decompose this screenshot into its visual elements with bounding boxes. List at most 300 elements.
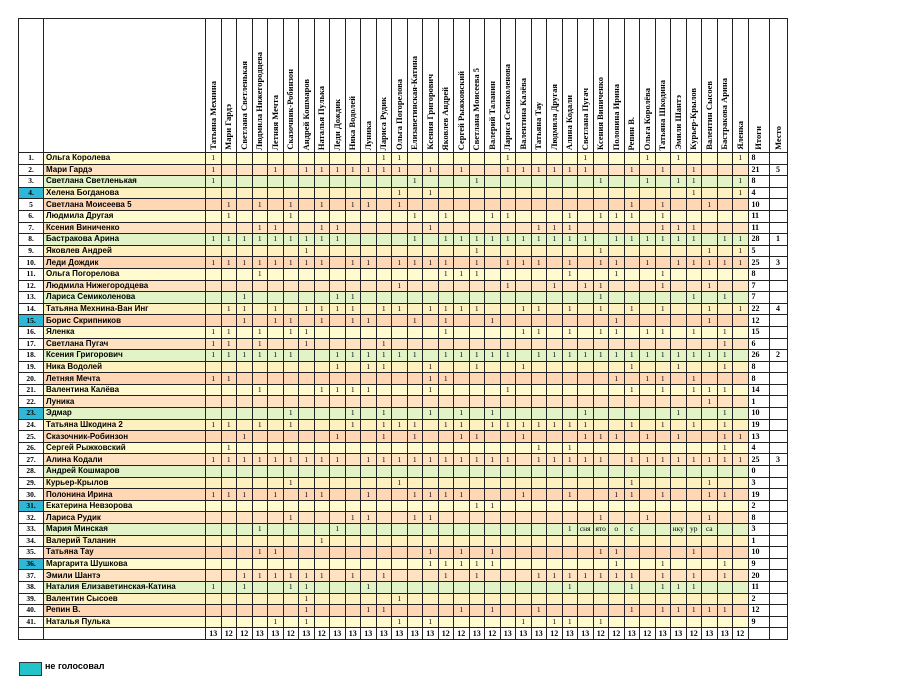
vote-cell: 1 xyxy=(454,547,470,559)
vote-cell xyxy=(283,268,299,280)
vote-cell xyxy=(717,153,733,165)
vote-cell: 1 xyxy=(361,454,377,466)
row-number: 5 xyxy=(19,199,44,211)
vote-cell xyxy=(283,489,299,501)
vote-cell xyxy=(407,524,423,536)
vote-cell: 1 xyxy=(376,408,392,420)
header-voter-7 xyxy=(314,19,330,153)
header-voter-21-label: Татьяна Тау xyxy=(533,102,544,150)
row-number: 32. xyxy=(19,512,44,524)
vote-cell xyxy=(702,558,718,570)
vote-cell xyxy=(392,442,408,454)
footer-vote-count: 13 xyxy=(516,628,532,640)
header-voter-6-label: Андрей Кошмаров xyxy=(300,78,311,150)
vote-cell: 1 xyxy=(314,454,330,466)
vote-cell: 1 xyxy=(268,547,284,559)
vote-cell xyxy=(671,500,687,512)
vote-cell xyxy=(671,373,687,385)
vote-cell xyxy=(438,547,454,559)
vote-cell: 1 xyxy=(423,164,439,176)
vote-cell: 1 xyxy=(702,350,718,362)
vote-cell xyxy=(454,581,470,593)
vote-cell xyxy=(578,210,594,222)
vote-cell xyxy=(733,199,749,211)
vote-cell xyxy=(717,187,733,199)
vote-cell xyxy=(438,431,454,443)
vote-cell: 1 xyxy=(283,419,299,431)
vote-cell: 1 xyxy=(547,280,563,292)
vote-cell: 1 xyxy=(345,164,361,176)
row-number: 26. xyxy=(19,442,44,454)
vote-cell xyxy=(531,431,547,443)
vote-cell: 1 xyxy=(485,547,501,559)
vote-cell xyxy=(640,164,656,176)
vote-cell xyxy=(516,570,532,582)
vote-cell: 1 xyxy=(640,326,656,338)
vote-cell: 1 xyxy=(206,164,222,176)
vote-cell xyxy=(733,292,749,304)
vote-cell xyxy=(299,512,315,524)
footer-empty xyxy=(19,628,44,640)
vote-cell xyxy=(655,187,671,199)
vote-cell: 1 xyxy=(609,315,625,327)
footer-vote-count: 13 xyxy=(345,628,361,640)
vote-cell: 1 xyxy=(252,338,268,350)
vote-cell xyxy=(469,466,485,478)
vote-cell: 1 xyxy=(717,326,733,338)
vote-cell: 1 xyxy=(485,210,501,222)
vote-cell xyxy=(330,245,346,257)
vote-cell xyxy=(733,489,749,501)
participant-name: Сергей Рыжковский xyxy=(44,442,206,454)
vote-cell: 1 xyxy=(686,570,702,582)
vote-cell xyxy=(283,558,299,570)
vote-cell: 1 xyxy=(640,234,656,246)
vote-cell xyxy=(268,466,284,478)
vote-cell xyxy=(252,315,268,327)
vote-cell: нку xyxy=(671,524,687,536)
vote-cell xyxy=(717,164,733,176)
vote-cell xyxy=(655,245,671,257)
header-voter-15 xyxy=(438,19,454,153)
vote-cell xyxy=(500,558,516,570)
vote-cell xyxy=(516,396,532,408)
vote-cell xyxy=(547,512,563,524)
vote-cell xyxy=(299,466,315,478)
vote-cell xyxy=(345,558,361,570)
vote-cell xyxy=(469,524,485,536)
vote-cell xyxy=(376,396,392,408)
vote-cell xyxy=(516,535,532,547)
vote-cell xyxy=(562,512,578,524)
vote-cell xyxy=(237,280,253,292)
vote-cell xyxy=(221,280,237,292)
row-place xyxy=(769,419,787,431)
participant-name: Екатерина Невзорова xyxy=(44,500,206,512)
table-row xyxy=(19,524,788,536)
vote-cell: 1 xyxy=(392,616,408,628)
vote-cell xyxy=(361,616,377,628)
vote-cell: 1 xyxy=(562,303,578,315)
participant-name: Светлана Пугач xyxy=(44,338,206,350)
vote-cell xyxy=(485,326,501,338)
vote-cell xyxy=(485,222,501,234)
vote-cell xyxy=(578,338,594,350)
vote-cell xyxy=(562,558,578,570)
footer-vote-count: 13 xyxy=(469,628,485,640)
vote-cell: 1 xyxy=(438,419,454,431)
vote-cell xyxy=(609,605,625,617)
vote-cell xyxy=(237,268,253,280)
vote-cell: 1 xyxy=(392,419,408,431)
vote-cell xyxy=(237,199,253,211)
vote-cell xyxy=(655,535,671,547)
vote-cell xyxy=(733,535,749,547)
vote-cell xyxy=(423,500,439,512)
vote-cell xyxy=(283,500,299,512)
vote-cell: 1 xyxy=(438,326,454,338)
footer-vote-count: 12 xyxy=(237,628,253,640)
vote-cell xyxy=(252,187,268,199)
row-place xyxy=(769,315,787,327)
vote-cell: 1 xyxy=(671,454,687,466)
vote-cell: 1 xyxy=(686,176,702,188)
vote-cell xyxy=(686,210,702,222)
vote-cell: 1 xyxy=(593,257,609,269)
vote-cell xyxy=(469,442,485,454)
vote-cell xyxy=(469,616,485,628)
vote-cell: 1 xyxy=(562,326,578,338)
vote-cell xyxy=(624,396,640,408)
vote-cell xyxy=(361,268,377,280)
vote-cell xyxy=(733,616,749,628)
vote-cell xyxy=(485,477,501,489)
vote-cell: 1 xyxy=(531,454,547,466)
row-number: 39. xyxy=(19,593,44,605)
vote-cell xyxy=(454,153,470,165)
vote-cell xyxy=(314,280,330,292)
vote-cell: 1 xyxy=(547,222,563,234)
vote-cell xyxy=(330,187,346,199)
vote-cell: 1 xyxy=(361,361,377,373)
vote-cell xyxy=(299,176,315,188)
header-voter-32-label: Валентин Сысоев xyxy=(703,81,714,150)
vote-cell xyxy=(314,616,330,628)
vote-cell xyxy=(593,338,609,350)
header-name-cell xyxy=(44,19,206,153)
header-voter-20-label: Валентина Калёва xyxy=(517,78,528,150)
vote-cell xyxy=(516,500,532,512)
vote-cell: 1 xyxy=(376,350,392,362)
vote-cell xyxy=(717,593,733,605)
row-number: 17. xyxy=(19,338,44,350)
vote-cell: 1 xyxy=(531,303,547,315)
vote-cell xyxy=(438,199,454,211)
vote-cell xyxy=(299,384,315,396)
vote-cell xyxy=(485,268,501,280)
row-total: 20 xyxy=(748,570,769,582)
vote-cell xyxy=(547,338,563,350)
vote-cell: 1 xyxy=(206,153,222,165)
legend-label: не голосовал xyxy=(45,661,105,671)
row-place xyxy=(769,466,787,478)
vote-cell: 1 xyxy=(500,257,516,269)
vote-cell: 1 xyxy=(624,350,640,362)
footer-vote-count: 13 xyxy=(578,628,594,640)
vote-cell xyxy=(547,581,563,593)
vote-cell: 1 xyxy=(733,187,749,199)
vote-cell xyxy=(516,373,532,385)
vote-cell xyxy=(562,547,578,559)
vote-cell xyxy=(221,268,237,280)
vote-cell: 1 xyxy=(562,210,578,222)
vote-cell xyxy=(531,558,547,570)
vote-cell xyxy=(206,210,222,222)
row-number: 35. xyxy=(19,547,44,559)
vote-cell xyxy=(593,199,609,211)
vote-cell xyxy=(578,558,594,570)
header-voter-25 xyxy=(593,19,609,153)
voting-table xyxy=(18,18,788,640)
vote-cell xyxy=(423,431,439,443)
vote-cell xyxy=(268,431,284,443)
vote-cell xyxy=(252,303,268,315)
vote-cell: 1 xyxy=(345,419,361,431)
vote-cell: 1 xyxy=(407,419,423,431)
vote-cell xyxy=(531,199,547,211)
participant-name: Ольга Королева xyxy=(44,153,206,165)
vote-cell xyxy=(609,442,625,454)
vote-cell xyxy=(578,581,594,593)
row-place xyxy=(769,187,787,199)
vote-cell xyxy=(237,326,253,338)
vote-cell xyxy=(438,512,454,524)
vote-cell xyxy=(407,164,423,176)
vote-cell xyxy=(671,315,687,327)
vote-cell: 1 xyxy=(376,570,392,582)
vote-cell: 1 xyxy=(671,361,687,373)
vote-cell xyxy=(299,268,315,280)
vote-cell: 1 xyxy=(640,431,656,443)
vote-cell: 1 xyxy=(733,257,749,269)
vote-cell: 1 xyxy=(686,547,702,559)
vote-cell xyxy=(361,280,377,292)
vote-cell xyxy=(392,292,408,304)
vote-cell xyxy=(330,616,346,628)
vote-cell: 1 xyxy=(500,419,516,431)
vote-cell xyxy=(717,512,733,524)
vote-cell xyxy=(237,616,253,628)
vote-cell xyxy=(376,593,392,605)
header-voter-16-label: Сергей Рыжковский xyxy=(455,70,466,150)
vote-cell xyxy=(717,547,733,559)
vote-cell: с xyxy=(624,524,640,536)
vote-cell xyxy=(361,535,377,547)
header-voter-23 xyxy=(562,19,578,153)
vote-cell xyxy=(640,535,656,547)
vote-cell: 1 xyxy=(469,558,485,570)
vote-cell: 1 xyxy=(717,431,733,443)
header-voter-12-label: Ольга Погорелова xyxy=(393,78,404,150)
footer-vote-count: 13 xyxy=(376,628,392,640)
vote-cell xyxy=(500,570,516,582)
vote-cell xyxy=(562,500,578,512)
vote-cell xyxy=(407,280,423,292)
header-place-label: Место xyxy=(772,126,783,150)
vote-cell: 1 xyxy=(252,524,268,536)
vote-cell xyxy=(655,500,671,512)
vote-cell xyxy=(345,593,361,605)
vote-cell: 1 xyxy=(438,257,454,269)
vote-cell: 1 xyxy=(702,396,718,408)
row-number: 25. xyxy=(19,431,44,443)
vote-cell: 1 xyxy=(717,454,733,466)
vote-cell xyxy=(547,199,563,211)
row-total: 12 xyxy=(748,315,769,327)
vote-cell: 1 xyxy=(283,234,299,246)
vote-cell xyxy=(500,373,516,385)
vote-cell xyxy=(330,280,346,292)
vote-cell: 1 xyxy=(438,558,454,570)
vote-cell xyxy=(221,581,237,593)
vote-cell xyxy=(733,558,749,570)
row-total: 4 xyxy=(748,442,769,454)
vote-cell xyxy=(640,280,656,292)
vote-cell xyxy=(516,280,532,292)
table-row xyxy=(19,164,788,176)
vote-cell xyxy=(314,605,330,617)
row-place xyxy=(769,442,787,454)
vote-cell xyxy=(268,605,284,617)
vote-cell: 1 xyxy=(655,384,671,396)
vote-cell xyxy=(376,234,392,246)
participant-name: Мари Гардэ xyxy=(44,164,206,176)
vote-cell xyxy=(206,315,222,327)
table-row xyxy=(19,234,788,246)
vote-cell xyxy=(361,593,377,605)
vote-cell: 1 xyxy=(686,581,702,593)
row-place xyxy=(769,280,787,292)
vote-cell xyxy=(516,338,532,350)
vote-cell xyxy=(376,524,392,536)
header-voter-1-label: Мари Гардэ xyxy=(223,104,234,150)
vote-cell xyxy=(361,442,377,454)
vote-cell: 1 xyxy=(686,384,702,396)
vote-cell xyxy=(330,373,346,385)
vote-cell: 1 xyxy=(407,431,423,443)
vote-cell: 1 xyxy=(268,303,284,315)
vote-cell xyxy=(686,280,702,292)
vote-cell: 1 xyxy=(314,489,330,501)
header-voter-13-label: Елизаветинская-Катина xyxy=(409,56,420,150)
vote-cell xyxy=(438,292,454,304)
vote-cell xyxy=(330,419,346,431)
vote-cell: 1 xyxy=(283,581,299,593)
row-total: 1 xyxy=(748,396,769,408)
vote-cell xyxy=(361,187,377,199)
vote-cell xyxy=(578,535,594,547)
vote-cell: 1 xyxy=(609,373,625,385)
vote-cell xyxy=(252,373,268,385)
vote-cell: 1 xyxy=(221,442,237,454)
vote-cell xyxy=(717,245,733,257)
participant-name: Ника Водолей xyxy=(44,361,206,373)
vote-cell xyxy=(578,466,594,478)
vote-cell xyxy=(562,199,578,211)
vote-cell: 1 xyxy=(268,616,284,628)
vote-cell xyxy=(314,408,330,420)
vote-cell xyxy=(500,326,516,338)
row-place xyxy=(769,153,787,165)
vote-cell: 1 xyxy=(237,257,253,269)
vote-cell xyxy=(299,396,315,408)
vote-cell xyxy=(299,315,315,327)
vote-cell xyxy=(531,280,547,292)
vote-cell: 1 xyxy=(485,419,501,431)
vote-cell: 1 xyxy=(423,547,439,559)
vote-cell xyxy=(578,257,594,269)
row-number: 9. xyxy=(19,245,44,257)
vote-cell: 1 xyxy=(640,512,656,524)
vote-cell: 1 xyxy=(469,431,485,443)
vote-cell: 1 xyxy=(624,477,640,489)
vote-cell: 1 xyxy=(221,210,237,222)
row-number: 29. xyxy=(19,477,44,489)
vote-cell: 1 xyxy=(562,442,578,454)
vote-cell xyxy=(206,524,222,536)
vote-cell xyxy=(500,176,516,188)
vote-cell: 1 xyxy=(407,176,423,188)
vote-cell xyxy=(655,257,671,269)
vote-cell xyxy=(640,581,656,593)
vote-cell xyxy=(516,558,532,570)
vote-cell xyxy=(609,303,625,315)
vote-cell xyxy=(237,535,253,547)
vote-cell xyxy=(686,558,702,570)
participant-name: Яленка xyxy=(44,326,206,338)
vote-cell: 1 xyxy=(516,303,532,315)
table-row xyxy=(19,605,788,617)
row-place xyxy=(769,570,787,582)
table-row xyxy=(19,477,788,489)
vote-cell: 1 xyxy=(283,210,299,222)
vote-cell xyxy=(531,477,547,489)
vote-cell: 1 xyxy=(237,350,253,362)
vote-cell: 1 xyxy=(702,605,718,617)
vote-cell xyxy=(562,373,578,385)
vote-cell xyxy=(655,408,671,420)
vote-cell: 1 xyxy=(686,326,702,338)
row-total: 25 xyxy=(748,257,769,269)
vote-cell xyxy=(268,199,284,211)
vote-cell xyxy=(299,153,315,165)
vote-cell xyxy=(221,431,237,443)
participant-name: Хелена Богданова xyxy=(44,187,206,199)
vote-cell xyxy=(640,500,656,512)
vote-cell: 1 xyxy=(671,257,687,269)
vote-cell: 1 xyxy=(252,454,268,466)
row-total: 8 xyxy=(748,512,769,524)
vote-cell xyxy=(345,396,361,408)
vote-cell xyxy=(330,558,346,570)
vote-cell: 1 xyxy=(376,303,392,315)
vote-cell xyxy=(624,547,640,559)
footer-empty xyxy=(748,628,769,640)
vote-cell: 1 xyxy=(500,350,516,362)
vote-cell xyxy=(733,210,749,222)
table-row xyxy=(19,396,788,408)
row-number: 30. xyxy=(19,489,44,501)
